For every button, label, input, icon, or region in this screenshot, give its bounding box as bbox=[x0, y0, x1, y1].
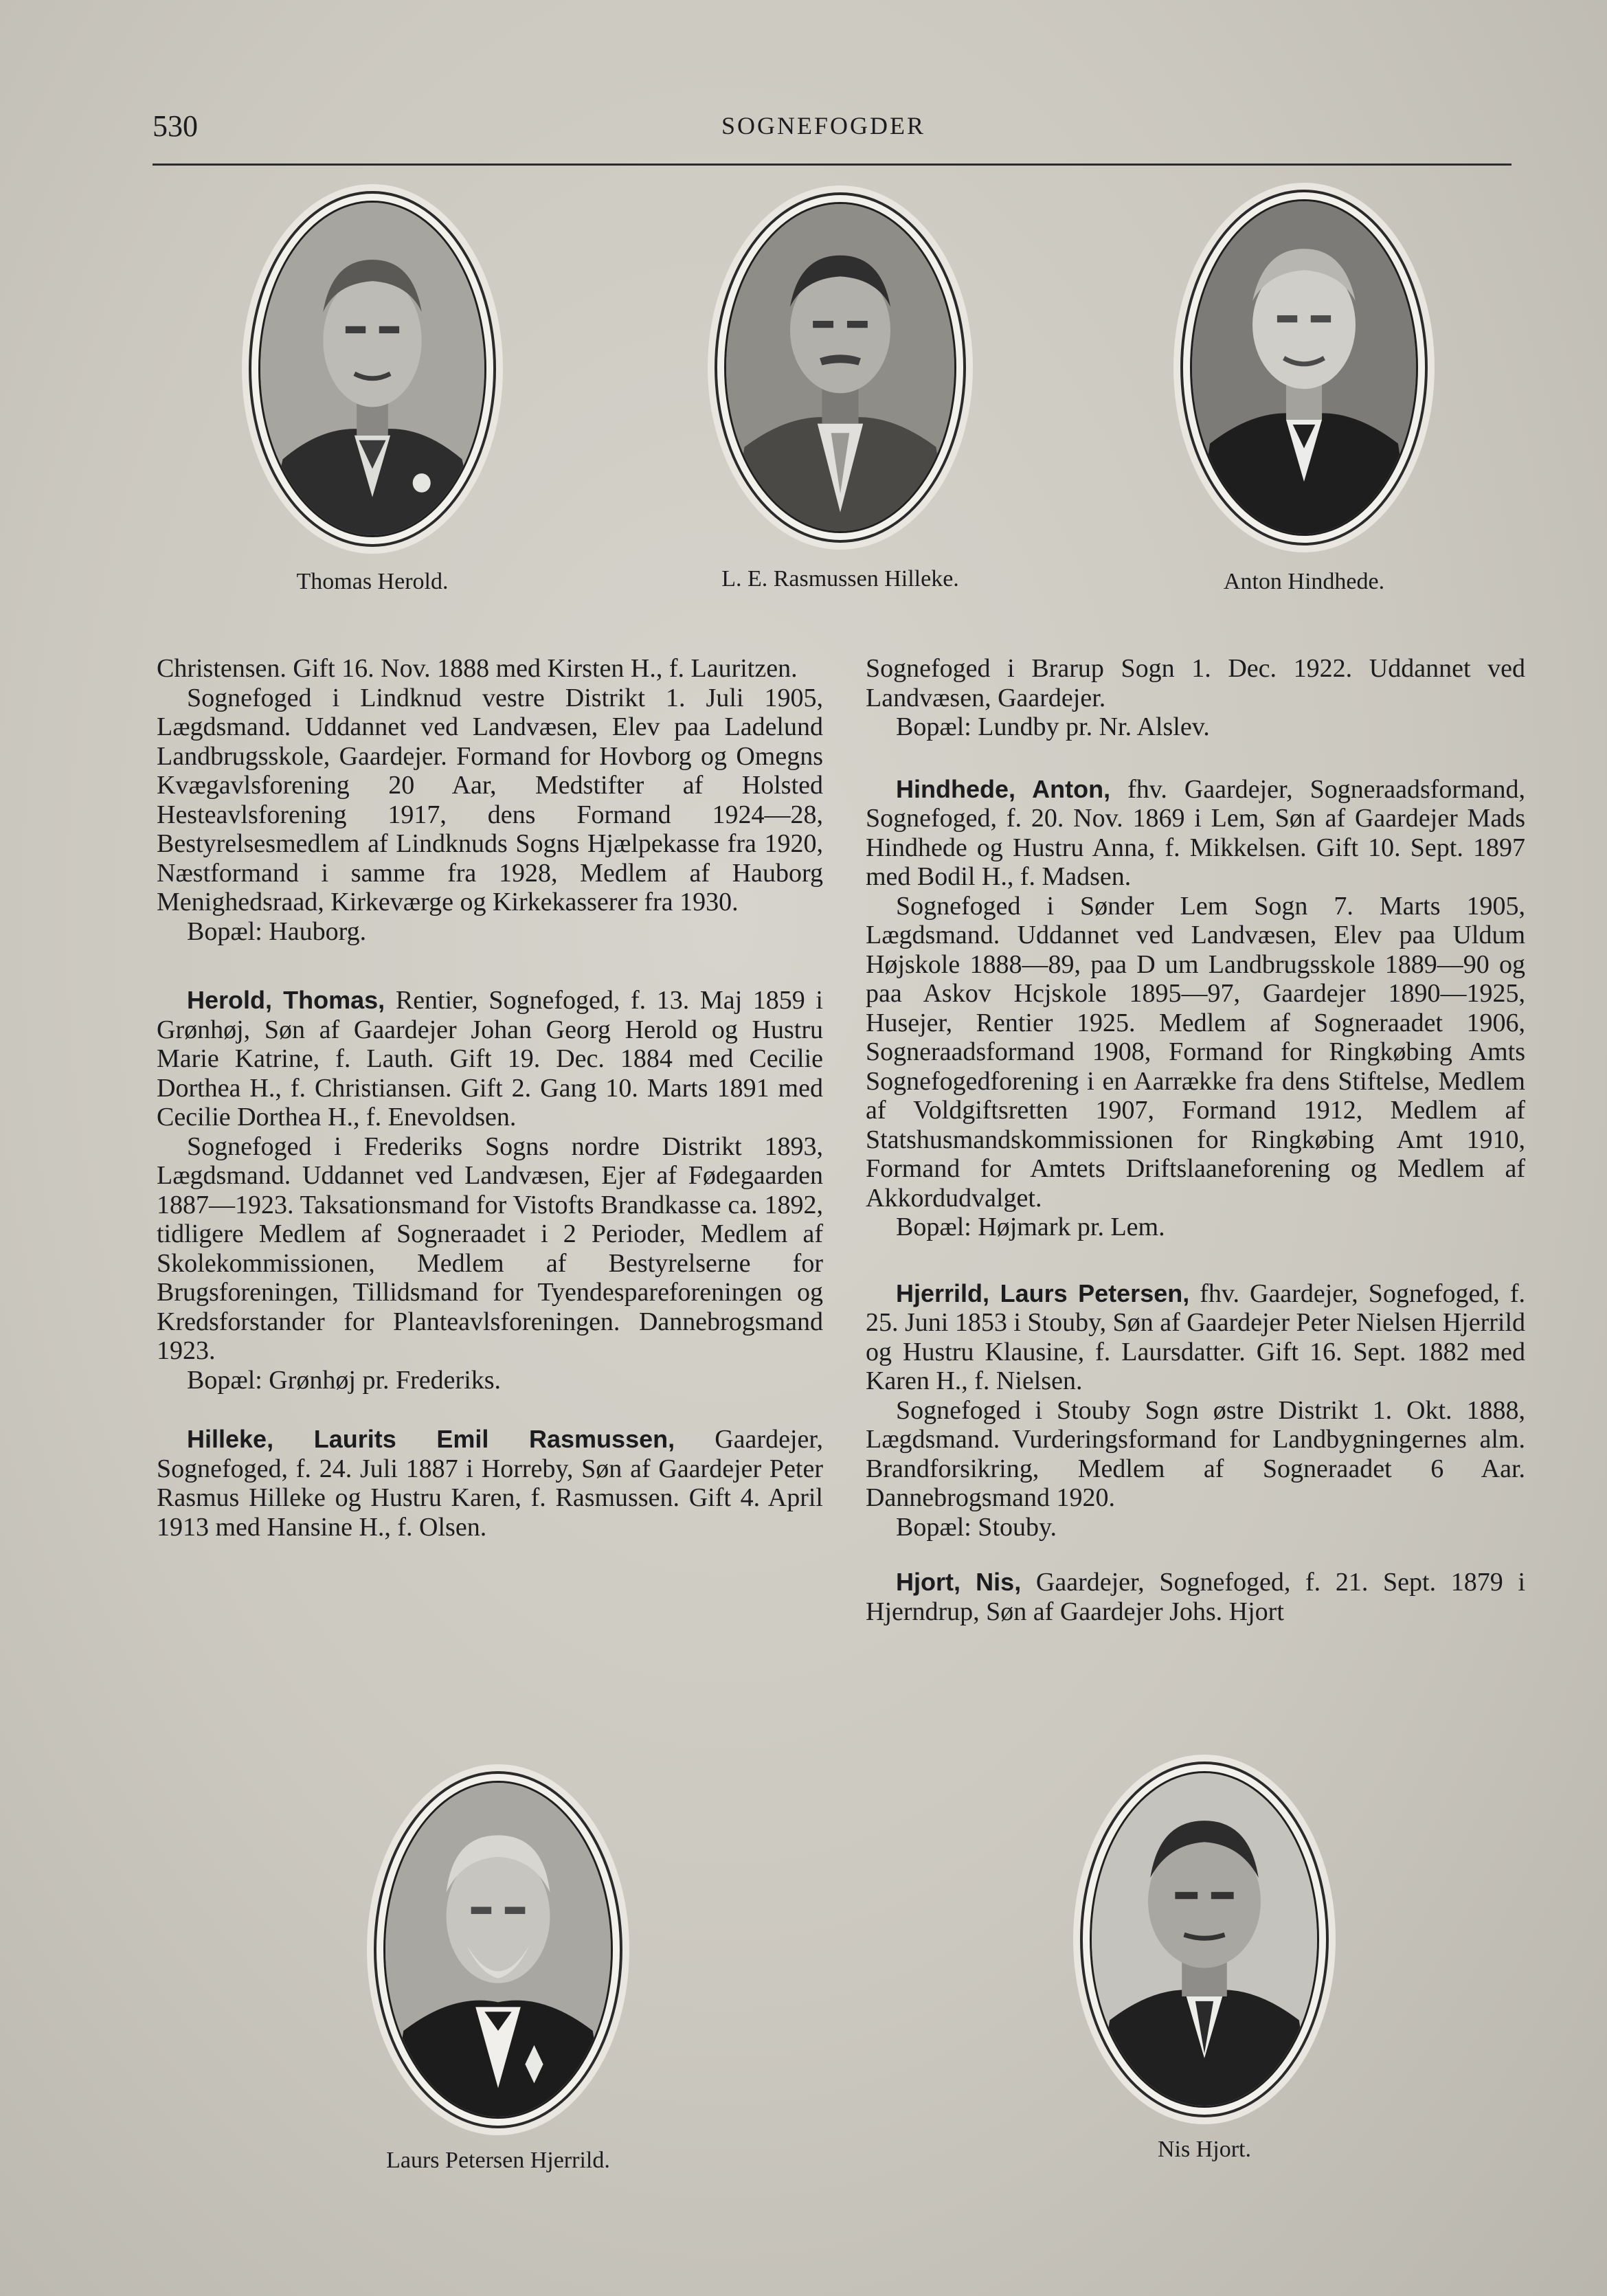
portrait-anton-hindhede bbox=[1180, 190, 1428, 545]
portrait-photo bbox=[383, 1781, 613, 2119]
entry-text: fhv. Gaardejer, Sogneraadsformand, Sognefoged, f. 20. Nov. 1869 i Lem, Søn af Gaardejer Mads Hindhede og Hustru Anna, f. Mikkelsen. Gift 10. Sept. 1897 med Bodil H., f. Madsen. bbox=[866, 774, 1525, 891]
portrait-nis-hjort bbox=[1080, 1762, 1329, 2117]
running-title: SOGNEFOGDER bbox=[721, 112, 926, 139]
residence-line: Bopæl: Højmark pr. Lem. bbox=[896, 1213, 1165, 1241]
entry-hindhede bbox=[866, 775, 1525, 892]
header-rule bbox=[153, 164, 1512, 166]
paragraph: Sognefoged i Lindknud vestre Distrikt 1. Juli 1905, Lægdsmand. Uddannet ved Landvæsen, Elev paa Ladelund Landbrugsskole, Gaardejer. Formand for Hovborg og Omegns Kvægavlsforening 20 Aar, Medstifter af Holsted Hesteavlsforening 1917, dens Formand 1924—28, Bestyrelsesmedlem af Lindknuds Sogns Hjælpekasse fra 1920, Næstformand i samme fra 1928, Medlem af Hauborg Menighedsraad, Kirkeværge og Kirkekasserer fra 1930. bbox=[157, 683, 823, 916]
entry-text: Gaardejer, Sognefoged, f. 21. Sept. 1879 i Hjerndrup, Søn af Gaardejer Johs. Hjort bbox=[866, 1568, 1526, 1626]
portrait-photo bbox=[1190, 199, 1418, 536]
right-column bbox=[866, 654, 1525, 1626]
paragraph: Sognefoged i Sønder Lem Sogn 7. Marts 1905, Lægdsmand. Uddannet ved Landvæsen, Elev paa Uldum Højskole 1888—89, paa D um Landbrugsskole 1889—90 og paa Askov Hcjskole 1895—97, Gaardejer 1890—1925, Husejer, Rentier 1925. Medlem af Sogneraadet 1906, Sogneraadsformand 1908, Formand for Ringkøbing Amts Sognefogedforening i en Aarrække fra dens Stiftelse, Medlem af Voldgiftsretten 1907, Formand 1912, Medlem af Statshusmandskommissionen for Ringkøbing Amt 1910, Formand for Amtets Driftslaaneforening og Medlem af Akkordudvalget. bbox=[866, 891, 1525, 1213]
portrait-photo bbox=[258, 201, 486, 537]
entry-name: Hjerrild, Laurs Petersen, bbox=[896, 1279, 1190, 1307]
portrait-caption: Anton Hindhede. bbox=[1223, 569, 1385, 594]
left-column bbox=[157, 654, 823, 1542]
entry-hilleke bbox=[157, 1425, 823, 1542]
portrait-caption: Nis Hjort. bbox=[1158, 2137, 1251, 2162]
entry-text: Gaardejer, Sognefoged, f. 24. Juli 1887 i Horreby, Søn af Gaardejer Peter Rasmus Hilleke og Hustru Karen, f. Rasmussen. Gift 4. April 1913 med Hansine H., f. Olsen. bbox=[157, 1425, 823, 1542]
paragraph: Sognefoged i Stouby Sogn østre Distrikt 1. Okt. 1888, Lægdsmand. Vurderingsformand for Landbygningernes alm. Brandforsikring, Medlem af Sogneraadet 6 Aar. Dannebrogsmand 1920. bbox=[866, 1395, 1525, 1512]
portrait-caption: Laurs Petersen Hjerrild. bbox=[386, 2148, 610, 2173]
page-number: 530 bbox=[153, 109, 198, 143]
residence-line: Bopæl: Lundby pr. Nr. Alslev. bbox=[896, 712, 1210, 741]
paragraph: Sognefoged i Brarup Sogn 1. Dec. 1922. Uddannet ved Landvæsen, Gaardejer. bbox=[866, 654, 1525, 712]
residence-line: Bopæl: Stouby. bbox=[896, 1512, 1057, 1542]
entry-name: Hindhede, Anton, bbox=[896, 774, 1111, 803]
residence-line: Bopæl: Hauborg. bbox=[187, 916, 367, 946]
portrait-photo bbox=[724, 202, 956, 533]
entry-hjort bbox=[866, 1568, 1525, 1626]
paragraph: Christensen. Gift 16. Nov. 1888 med Kirsten H., f. Lauritzen. bbox=[157, 654, 798, 683]
portrait-laurs-petersen-hjerrild bbox=[374, 1771, 622, 2128]
paragraph: Sognefoged i Frederiks Sogns nordre Distrikt 1893, Lægdsmand. Uddannet ved Landvæsen, Ejer af Fødegaarden 1887—1923. Taksationsmand for Vistofts Brandkasse ca. 1892, tidligere Medlem af Sogneraadet i 2 Perioder, Medlem af Skolekommissionen, Medlem af Bestyrelserne for Brugsforeningen, Tillidsmand for Tyendespareforeningen og Kredsforstander for Planteavlsforeningen. Dannebrogsmand 1923. bbox=[157, 1132, 823, 1365]
portrait-caption: L. E. Rasmussen Hilleke. bbox=[721, 566, 959, 592]
residence-line: Bopæl: Grønhøj pr. Frederiks. bbox=[187, 1365, 502, 1395]
portrait-thomas-herold bbox=[249, 191, 496, 547]
entry-name: Herold, Thomas, bbox=[187, 986, 385, 1014]
entry-name: Hjort, Nis, bbox=[896, 1568, 1022, 1596]
portrait-caption: Thomas Herold. bbox=[296, 569, 449, 594]
entry-hjerrild bbox=[866, 1279, 1525, 1396]
entry-name: Hilleke, Laurits Emil Rasmussen, bbox=[187, 1425, 675, 1453]
entry-text: fhv. Gaardejer, Sognefoged, f. 25. Juni 1853 i Stouby, Søn af Gaardejer Peter Nielsen Hjerrild og Hustru Klausine, f. Laursdatter. Gift 16. Sept. 1882 med Karen H., f. Nielsen. bbox=[866, 1279, 1526, 1395]
portrait-hilleke bbox=[715, 192, 966, 543]
entry-text: Rentier, Sognefoged, f. 13. Maj 1859 i Grønhøj, Søn af Gaardejer Johan Georg Herold og Hustru Marie Katrine, f. Lauth. Gift 19. Dec. 1884 med Cecilie Dorthea H., f. Christiansen. Gift 2. Gang 10. Marts 1891 med Cecilie Dorthea H., f. Enevoldsen. bbox=[157, 986, 823, 1132]
entry-herold bbox=[157, 986, 823, 1132]
portrait-photo bbox=[1090, 1771, 1319, 2108]
